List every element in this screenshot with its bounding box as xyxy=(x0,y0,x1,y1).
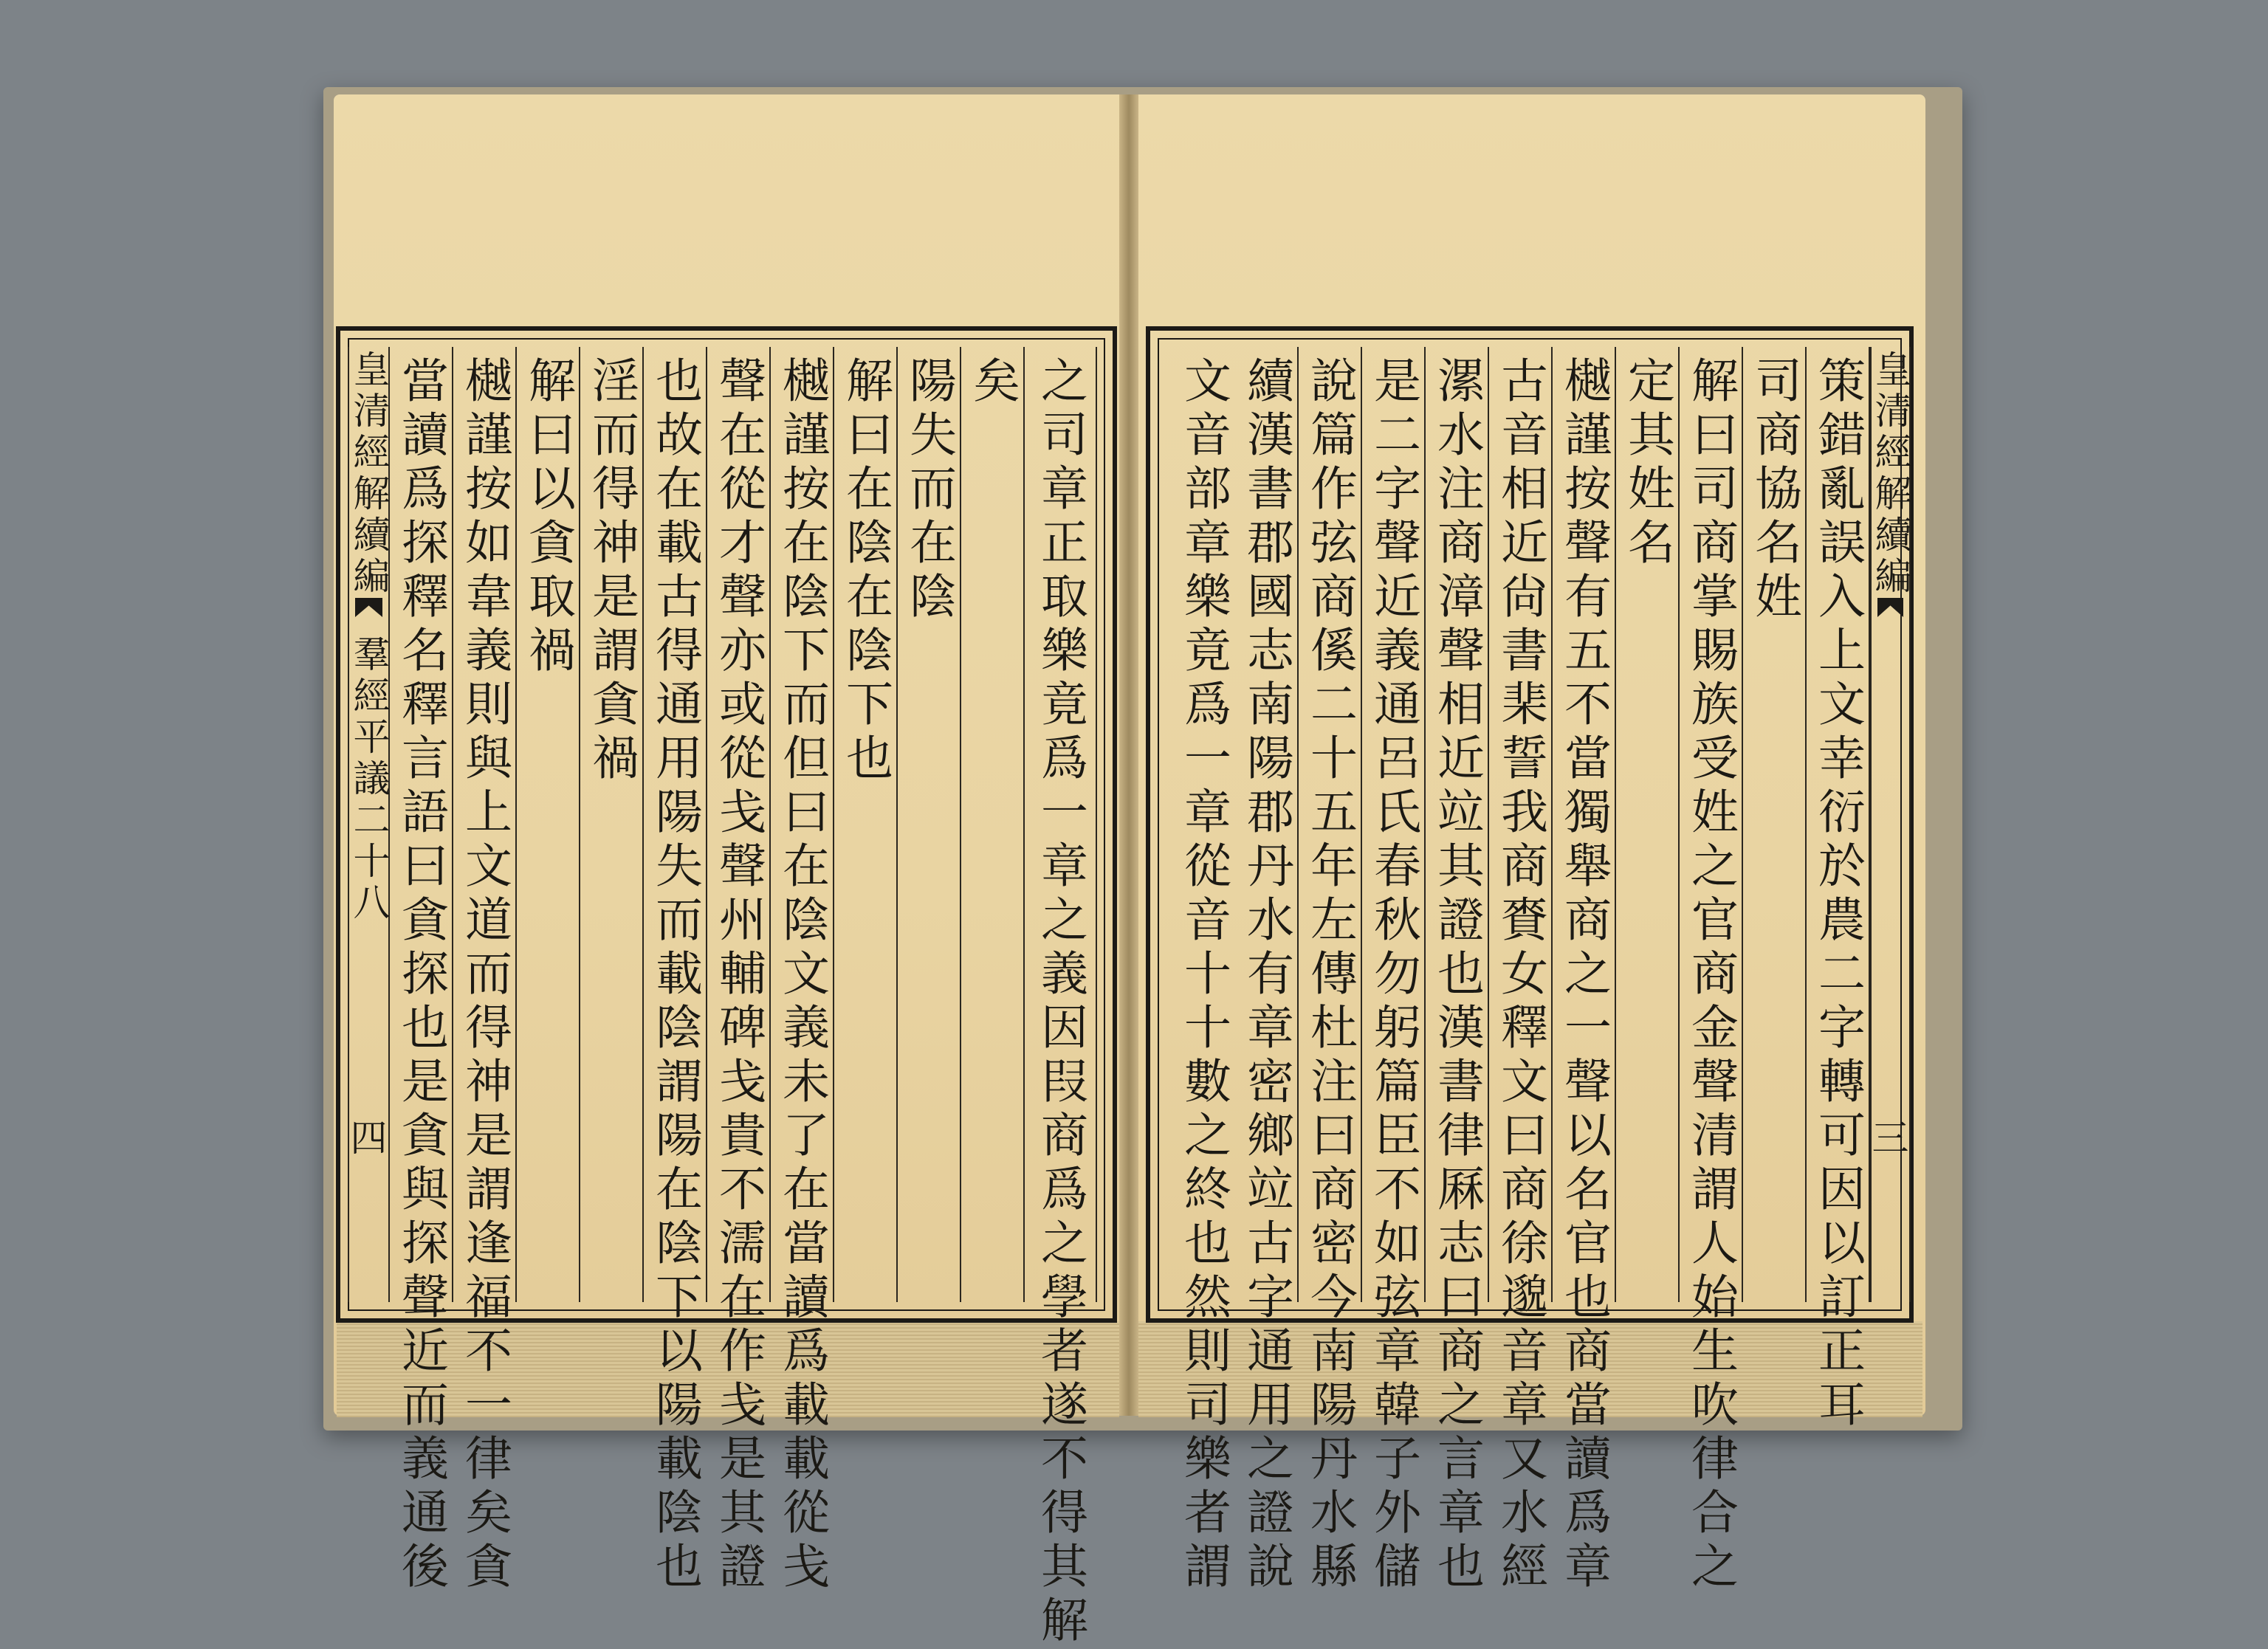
column-text: 解曰在陰在陰下也 xyxy=(838,356,893,787)
left-column-9 xyxy=(517,347,580,1302)
right-column-7 xyxy=(1426,347,1489,1595)
column-text: 定其姓名 xyxy=(1620,356,1674,571)
left-text-frame xyxy=(336,326,1117,1649)
column-text: 之司章正取樂竟爲一章之義因叚商爲之學者遂不得其解 xyxy=(1033,356,1087,1649)
column-text: 陽失而在陰 xyxy=(901,356,956,625)
left-column-6 xyxy=(707,347,771,1595)
right-column-11 xyxy=(1172,347,1235,1595)
right-column-3 xyxy=(1680,347,1743,1595)
fish-tail-ornament xyxy=(1877,598,1903,617)
left-column-8 xyxy=(580,347,644,1302)
left-column-1 xyxy=(1025,347,1097,1649)
column-text: 聲在從才聲亦或從戋聲州輔碑戋貴不濡在作戋是其證 xyxy=(711,356,766,1595)
left-column-11 xyxy=(390,347,453,1595)
left-column-10 xyxy=(453,347,517,1595)
right-text-frame xyxy=(1146,326,1914,1595)
right-inner-border xyxy=(1158,338,1912,1595)
column-text: 樾謹按如韋義則與上文道而得神是謂逢福不一律矣貪 xyxy=(457,356,512,1595)
banxin-book-title: 皇清經解續編 xyxy=(1869,350,1912,598)
column-text: 矣 xyxy=(965,356,1020,410)
banxin-section: 羣經平議二十八 xyxy=(347,635,391,924)
right-column-1 xyxy=(1807,347,1870,1433)
right-column-9 xyxy=(1299,347,1362,1595)
right-column-6 xyxy=(1489,347,1553,1595)
right-banxin xyxy=(1870,347,1911,1302)
column-text: 策錯亂誤入上文幸衍於農二字轉可因以訂正耳 xyxy=(1810,356,1865,1433)
column-text: 解曰司商掌賜族受姓之官商金聲清謂人始生吹律合之 xyxy=(1683,356,1738,1595)
column-text: 說篇作弦商傒二十五年左傳杜注曰商密今南陽丹水縣 xyxy=(1302,356,1357,1595)
left-inner-border xyxy=(347,338,1105,1649)
left-column-7 xyxy=(644,347,707,1595)
fish-tail-ornament xyxy=(355,598,382,617)
column-text: 解曰以貪取禍 xyxy=(520,356,575,679)
column-text: 古音相近尙書棐誓我商賚女釋文曰商徐邈音章又水經 xyxy=(1493,356,1547,1595)
column-text: 當讀爲探釋名釋言語曰貪探也是貪與探聲近而義通後 xyxy=(394,356,448,1595)
column-text: 樾謹按在陰下而但曰在陰文義未了在當讀爲載載從戋 xyxy=(774,356,829,1595)
left-column-5 xyxy=(771,347,834,1595)
column-text: 也故在載古得通用陽失而載陰謂陽在陰下以陽載陰也 xyxy=(647,356,702,1595)
right-column-5 xyxy=(1553,347,1616,1595)
banxin-page-number: 三 xyxy=(1872,1117,1909,1160)
left-column-4 xyxy=(834,347,898,1302)
left-column-2 xyxy=(961,347,1025,1302)
banxin-page-number: 四 xyxy=(350,1117,388,1160)
column-text: 是二字聲近義通呂氏春秋勿躬篇臣不如弦章韓子外儲 xyxy=(1366,356,1420,1595)
right-column-2 xyxy=(1743,347,1807,1302)
column-text: 淫而得神是謂貪禍 xyxy=(584,356,639,787)
right-column-8 xyxy=(1362,347,1426,1595)
column-text: 續漢書郡國志南陽郡丹水有章密鄉竝古字通用之證說 xyxy=(1239,356,1293,1595)
right-column-10 xyxy=(1235,347,1299,1595)
column-text: 漯水注商漳聲相近竝其證也漢書律厤志曰商之言章也 xyxy=(1429,356,1484,1595)
column-text: 樾謹按聲有五不當獨舉商之一聲以名官也商當讀爲章 xyxy=(1556,356,1611,1595)
right-column-4 xyxy=(1616,347,1680,1302)
left-banxin xyxy=(348,347,390,1302)
column-text: 司商協名姓 xyxy=(1747,356,1801,625)
banxin-book-title: 皇清經解續編 xyxy=(347,350,391,598)
column-text: 文音部章樂竟爲一章從音十十數之終也然則司樂者謂 xyxy=(1176,356,1231,1595)
book-gutter xyxy=(1119,94,1138,1416)
left-column-3 xyxy=(898,347,961,1302)
